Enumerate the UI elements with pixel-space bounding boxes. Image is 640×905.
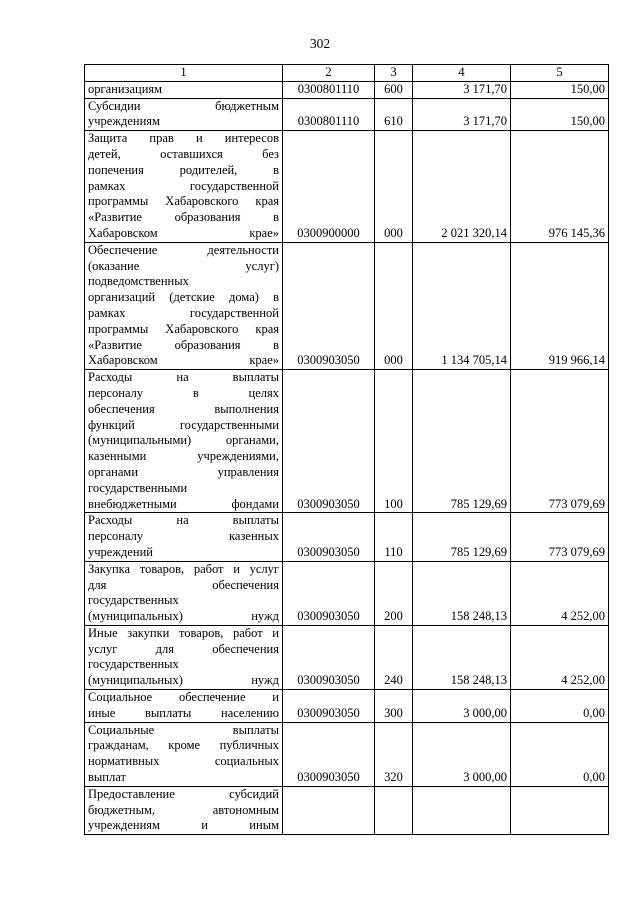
- row-amount-1-cell: 3 000,00: [413, 722, 511, 786]
- row-name-line: учреждениям: [88, 114, 160, 129]
- table-row: [85, 513, 609, 561]
- row-name-line: нормативных социальных: [88, 754, 279, 769]
- row-amount-1-cell: 158 248,13: [413, 625, 511, 689]
- row-name-line: Хабаровском крае»: [88, 353, 279, 368]
- row-name-line: персоналу в целях: [88, 385, 279, 400]
- row-name-line: бюджетным, автономным: [88, 802, 279, 817]
- row-type-cell: 110: [375, 513, 413, 561]
- row-name-line: Социальное обеспечение и: [88, 690, 279, 705]
- column-header-2: 2: [283, 65, 375, 82]
- row-name-line: Расходы на выплаты: [88, 370, 279, 385]
- table-row: [85, 131, 609, 243]
- row-name-cell: [85, 625, 283, 689]
- row-type-cell: 200: [375, 561, 413, 625]
- row-type-cell: 240: [375, 625, 413, 689]
- table-row: [85, 242, 609, 369]
- row-amount-2-cell: 150,00: [511, 98, 609, 131]
- row-name-line: казенными учреждениями,: [88, 449, 279, 464]
- row-name-line: (муниципальных) нужд: [88, 609, 279, 624]
- row-amount-1-cell: 3 171,70: [413, 98, 511, 131]
- row-amount-1-cell: 785 129,69: [413, 370, 511, 513]
- row-type-cell: 100: [375, 370, 413, 513]
- table-row: [85, 370, 609, 513]
- row-name-cell: [85, 722, 283, 786]
- row-amount-2-cell: [511, 786, 609, 834]
- row-amount-2-cell: 773 079,69: [511, 513, 609, 561]
- row-type-cell: 610: [375, 98, 413, 131]
- row-name-line: (муниципальными) органами,: [88, 433, 279, 448]
- row-code-cell: 0300903050: [283, 690, 375, 723]
- page-number: 302: [309, 36, 331, 51]
- row-name-line: Предоставление субсидий: [88, 786, 279, 801]
- row-name-line: государственных: [88, 657, 179, 672]
- row-type-cell: 300: [375, 690, 413, 723]
- row-amount-2-cell: 0,00: [511, 722, 609, 786]
- row-code-cell: 0300801110: [283, 98, 375, 131]
- row-name-line: рамках государственной: [88, 305, 279, 320]
- row-name-line: (оказание услуг): [88, 258, 279, 273]
- budget-table: [84, 64, 609, 835]
- row-name-line: «Развитие образования в: [88, 210, 279, 225]
- row-amount-1-cell: 158 248,13: [413, 561, 511, 625]
- row-code-cell: 0300903050: [283, 242, 375, 369]
- header-row: [85, 65, 609, 82]
- row-name-line: Защита прав и интересов: [88, 131, 279, 146]
- row-name-line: учреждений: [88, 544, 153, 559]
- table-row: [85, 690, 609, 723]
- row-name-cell: [85, 370, 283, 513]
- row-name-line: Социальные выплаты: [88, 722, 279, 737]
- row-code-cell: 0300903050: [283, 722, 375, 786]
- row-amount-1-cell: 1 134 705,14: [413, 242, 511, 369]
- row-name-line: детей, оставшихся без: [88, 146, 279, 161]
- row-name-line: органами управления: [88, 464, 279, 479]
- row-name-line: Расходы на выплаты: [88, 513, 279, 528]
- row-name-line: гражданам, кроме публичных: [88, 738, 279, 753]
- row-name-line: Хабаровском крае»: [88, 225, 279, 240]
- row-name-line: государственных: [88, 593, 179, 608]
- row-name-cell: [85, 81, 283, 98]
- row-amount-2-cell: 150,00: [511, 81, 609, 98]
- row-name-cell: [85, 242, 283, 369]
- row-name-line: организациям: [88, 81, 163, 96]
- row-name-line: персоналу казенных: [88, 529, 279, 544]
- row-amount-2-cell: 773 079,69: [511, 370, 609, 513]
- row-code-cell: 0300903050: [283, 625, 375, 689]
- row-amount-1-cell: [413, 786, 511, 834]
- row-type-cell: 000: [375, 242, 413, 369]
- row-amount-1-cell: 2 021 320,14: [413, 131, 511, 243]
- column-header-3: 3: [375, 65, 413, 82]
- row-type-cell: [375, 786, 413, 834]
- row-name-line: программы Хабаровского края: [88, 194, 279, 209]
- row-name-line: подведомственных: [88, 274, 189, 289]
- row-code-cell: 0300903050: [283, 513, 375, 561]
- row-name-line: Субсидии бюджетным: [88, 98, 279, 113]
- row-amount-2-cell: 976 145,36: [511, 131, 609, 243]
- row-name-line: «Развитие образования в: [88, 337, 279, 352]
- row-amount-1-cell: 785 129,69: [413, 513, 511, 561]
- table-row: [85, 786, 609, 834]
- row-type-cell: 000: [375, 131, 413, 243]
- row-name-line: Закупка товаров, работ и услуг: [88, 561, 279, 576]
- row-name-line: программы Хабаровского края: [88, 321, 279, 336]
- row-name-cell: [85, 513, 283, 561]
- table-body: [85, 81, 609, 834]
- row-type-cell: 600: [375, 81, 413, 98]
- row-amount-2-cell: 0,00: [511, 690, 609, 723]
- row-name-line: Иные закупки товаров, работ и: [88, 625, 279, 640]
- row-name-line: попечения родителей, в: [88, 162, 279, 177]
- row-code-cell: 0300903050: [283, 561, 375, 625]
- row-name-line: Обеспечение деятельности: [88, 242, 279, 257]
- row-name-cell: [85, 131, 283, 243]
- row-name-cell: [85, 786, 283, 834]
- row-amount-1-cell: 3 171,70: [413, 81, 511, 98]
- row-name-cell: [85, 561, 283, 625]
- row-name-line: обеспечения выполнения: [88, 401, 279, 416]
- row-name-cell: [85, 690, 283, 723]
- row-name-line: для обеспечения: [88, 577, 279, 592]
- row-name-line: (муниципальных) нужд: [88, 673, 279, 688]
- row-name-line: выплат: [88, 770, 126, 785]
- row-amount-1-cell: 3 000,00: [413, 690, 511, 723]
- row-name-cell: [85, 98, 283, 131]
- column-header-4: 4: [413, 65, 511, 82]
- table-row: [85, 722, 609, 786]
- row-code-cell: [283, 786, 375, 834]
- row-code-cell: 0300801110: [283, 81, 375, 98]
- column-header-1: 1: [85, 65, 283, 82]
- row-type-cell: 320: [375, 722, 413, 786]
- row-name-line: организаций (детские дома) в: [88, 290, 279, 305]
- table-row: [85, 625, 609, 689]
- table-row: [85, 81, 609, 98]
- row-name-line: услуг для обеспечения: [88, 641, 279, 656]
- column-header-5: 5: [511, 65, 609, 82]
- row-name-line: функций государственными: [88, 417, 279, 432]
- row-name-line: внебюджетными фондами: [88, 496, 279, 511]
- table-row: [85, 98, 609, 131]
- row-name-line: учреждениям и иным: [88, 818, 279, 833]
- row-code-cell: 0300903050: [283, 370, 375, 513]
- table-row: [85, 561, 609, 625]
- row-name-line: рамках государственной: [88, 178, 279, 193]
- row-amount-2-cell: 4 252,00: [511, 625, 609, 689]
- row-name-line: иные выплаты населению: [88, 705, 279, 720]
- row-amount-2-cell: 4 252,00: [511, 561, 609, 625]
- row-code-cell: 0300900000: [283, 131, 375, 243]
- row-amount-2-cell: 919 966,14: [511, 242, 609, 369]
- row-name-line: государственными: [88, 480, 188, 495]
